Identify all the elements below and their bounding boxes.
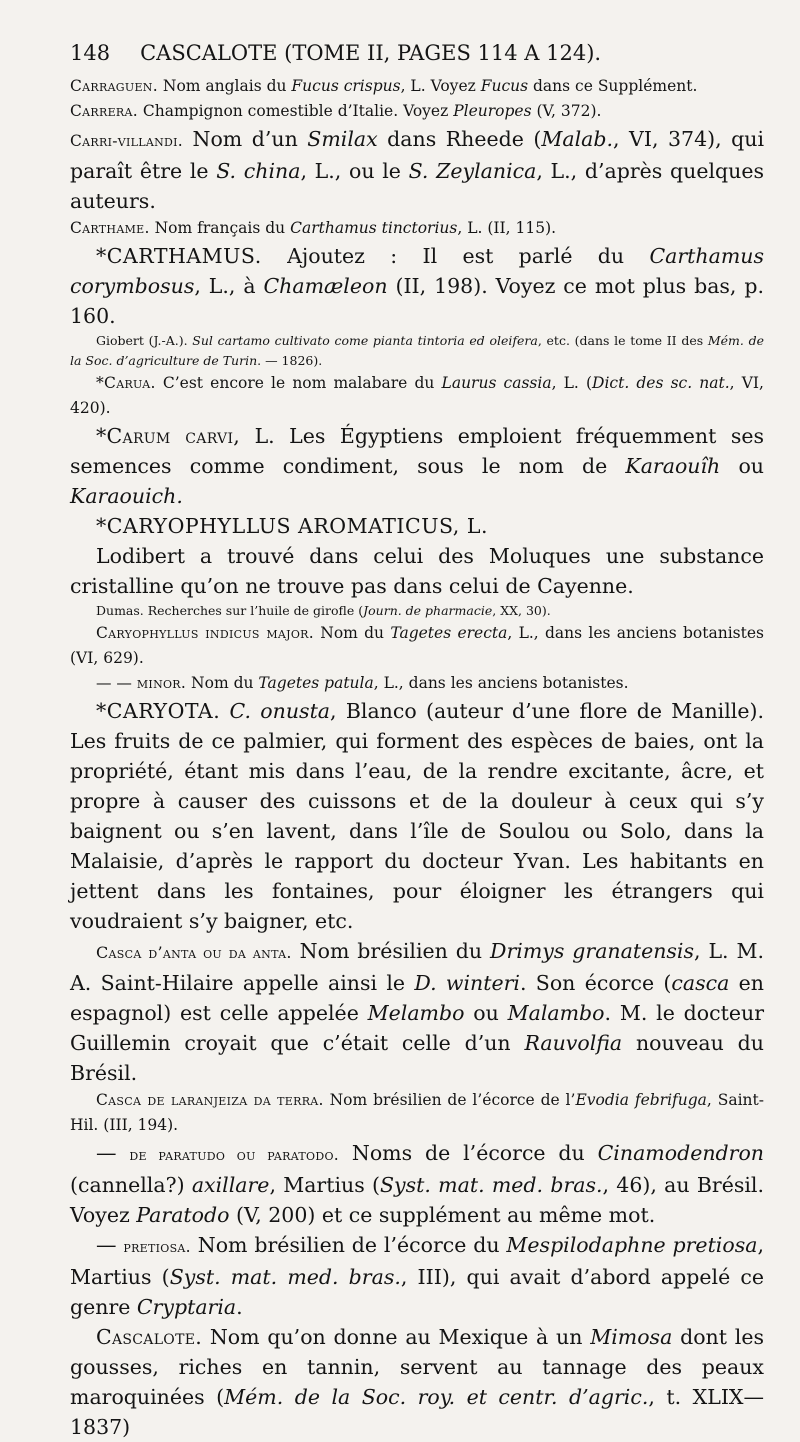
page-number: 148 bbox=[70, 41, 111, 65]
entry-carua: *Carua. C’est encore le nom malabare du Laurus cassia, L. (Dict. des sc. nat., VI, 420). bbox=[70, 374, 764, 417]
entry-carum-carvi: *Carum carvi, L. Les Égyptiens emploient fréquemment ses semences comme condiment, sous le nom de Karaouîh ou Karaouich. bbox=[70, 424, 764, 508]
page-header bbox=[70, 36, 764, 70]
entry-lodibert: Lodibert a trouvé dans celui des Moluques une substance cristalline qu’on ne trouve pas dans celui de Cayenne. bbox=[70, 544, 764, 598]
entry-paratudo: — de paratudo ou paratodo. Noms de l’écorce du Cinamodendron (cannella?) axillare, Martius (Syst. mat. med. bras., 46), au Brésil. Voyez Paratodo (V, 200) et ce supplément au même mot. bbox=[70, 1141, 764, 1227]
entry-cascalote: Cascalote. Nom qu’on donne au Mexique à un Mimosa dont les gousses, riches en tannin, servent au tannage des peaux maroquinées (Mém. de la Soc. roy. et centr. d’agric., t. XLIX—1837) bbox=[70, 1325, 765, 1439]
entry-carthamus: *CARTHAMUS. Ajoutez : Il est parlé du Carthamus corymbosus, L., à Chamæleon (II, 198). Voyez ce mot plus bas, p. 160. bbox=[70, 244, 764, 328]
entry-carthame: Carthame. Nom français du Carthamus tinctorius, L. (II, 115). bbox=[70, 219, 557, 237]
entry-carri-villandi: Carri-villandi. Nom d’un Smilax dans Rheede (Malab., VI, 374), qui paraît être le S. china, L., ou le S. Zeylanica, L., d’après quelques auteurs. bbox=[70, 127, 765, 213]
entry-caryophyllus-indicus: Caryophyllus indicus major. Nom du Tagetes erecta, L., dans les anciens botanistes (VI, 629). bbox=[70, 624, 764, 667]
reference-dumas: Dumas. Recherches sur l’huile de girofle (Journ. de pharmacie, XX, 30). bbox=[96, 603, 551, 618]
reference-giobert: Giobert (J.-A.). Sul cartamo cultivato come pianta tintoria ed oleifera, etc. (dans le tome II des Mém. de la Soc. d’agriculture de Turin. — 1826). bbox=[70, 333, 764, 368]
entry-caryota: *CARYOTA. C. onusta, Blanco (auteur d’une flore de Manille). Les fruits de ce palmier, qui forment des espèces de baies, ont la propriété, étant mis dans l’eau, de la rendre excitante, âcre, et propre à causer des cuissons et de la douleur à ceux qui s’y baignent ou s’en lavent, dans l’île de Soulou ou Solo, dans la Malaisie, d’après le rapport du docteur Yvan. Les habitants en jettent dans les fontaines, pour éloigner les étrangers qui voudraient s’y baigner, etc. bbox=[70, 699, 764, 933]
running-title: CASCALOTE (TOME II, PAGES 114 A 124). bbox=[140, 41, 602, 65]
entry-carrera: Carrera. Champignon comestible d’Italie. Voyez Pleuropes (V, 372). bbox=[70, 102, 602, 120]
entry-pretiosa: — pretiosa. Nom brésilien de l’écorce du Mespilodaphne pretiosa, Martius (Syst. mat. med. bras., III), qui avait d’abord appelé ce genre Cryptaria. bbox=[70, 1233, 764, 1319]
entry-carraguen: Carraguen. Nom anglais du Fucus crispus, L. Voyez Fucus dans ce Supplément. bbox=[70, 77, 698, 95]
entry-casca-danta: Casca d’anta ou da anta. Nom brésilien du Drimys granatensis, L. M. A. Saint-Hilaire appelle ainsi le D. winteri. Son écorce (casca en espagnol) est celle appelée Melambo ou Malambo. M. le docteur Guillemin croyait que c’était celle d’un Rauvolfia nouveau du Brésil. bbox=[70, 939, 764, 1085]
entry-caryophyllus-heading: *CARYOPHYLLUS AROMATICUS, L. bbox=[96, 514, 488, 538]
entry-minor: — — minor. Nom du Tagetes patula, L., dans les anciens botanistes. bbox=[96, 674, 629, 692]
entry-casca-laranjeiza: Casca de laranjeiza da terra. Nom brésilien de l’écorce de l’Evodia febrifuga, Saint-Hil. (III, 194). bbox=[70, 1091, 764, 1134]
